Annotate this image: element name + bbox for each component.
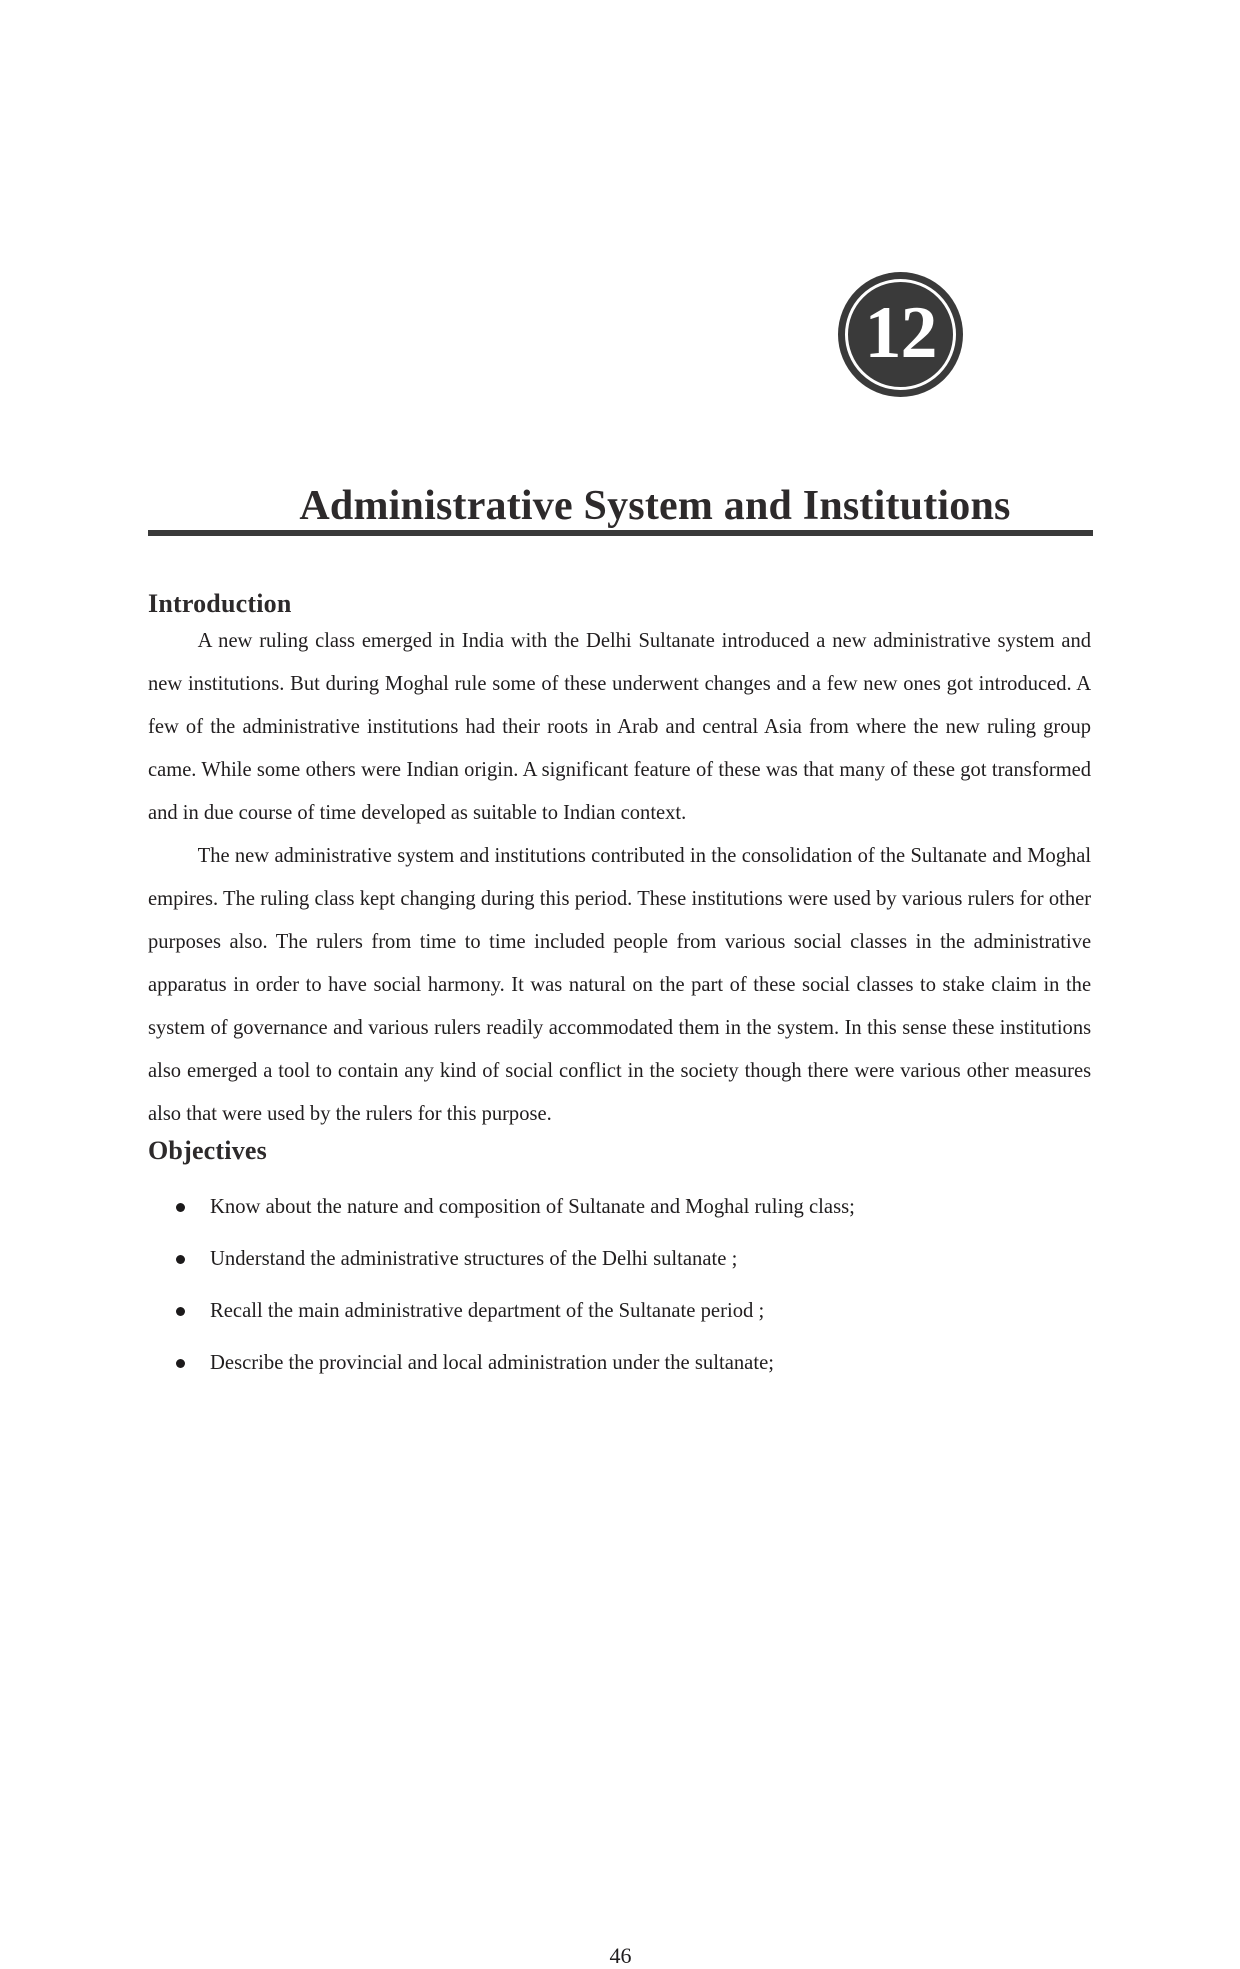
objective-text: Understand the administrative structures of the Delhi sultanate ; [210,1246,738,1271]
section-heading-objectives: Objectives [148,1136,267,1166]
chapter-number-badge [838,272,963,397]
paragraph-text: The new administrative system and institutions contributed in the consolidation of the Sultanate and Moghal empires. The ruling class kept changing during this period. These institutions were used by various rulers for other purposes also. The rulers from time to time included people from various social classes in the administrative apparatus in order to have social harmony. It was natural on the part of these social classes to stake claim in the system of governance and various rulers readily accommodated them in the system. In this sense these institutions also emerged a tool to contain any kind of social conflict in the society though there were various other measures also that were used by the rulers for this purpose. [148,843,1092,1126]
objective-text: Know about the nature and composition of Sultanate and Moghal ruling class; [210,1194,855,1219]
page-content [148,588,1093,1968]
chapter-number-text: 12 [864,291,937,374]
title-divider [148,530,1093,536]
bullet-icon [176,1307,185,1316]
objective-text: Describe the provincial and local administration under the sultanate; [210,1350,774,1375]
list-item [148,1296,1093,1325]
objective-text: Recall the main administrative department of the Sultanate period ; [210,1298,765,1323]
list-item [148,1192,1093,1221]
page-title: Administrative System and Institutions [299,483,1011,530]
list-item [148,1244,1093,1273]
section-heading-introduction: Introduction [148,589,292,618]
page-number: 46 [609,1943,632,1968]
introduction-paragraph-1 [148,619,1091,834]
introduction-paragraph-2 [148,834,1091,1135]
bullet-icon [176,1203,185,1212]
bullet-icon [176,1255,185,1264]
list-item [148,1348,1093,1377]
paragraph-text: A new ruling class emerged in India with the Delhi Sultanate introduced a new administrative system and new institutions. But during Moghal rule some of these underwent changes and a few new ones got introduced. A few of the administrative institutions had their roots in Arab and central Asia from where the new ruling group came. While some others were Indian origin. A significant feature of these was that many of these got transformed and in due course of time developed as suitable to Indian context. [148,628,1092,825]
bullet-icon [176,1359,185,1368]
objectives-list [148,1192,1093,1377]
